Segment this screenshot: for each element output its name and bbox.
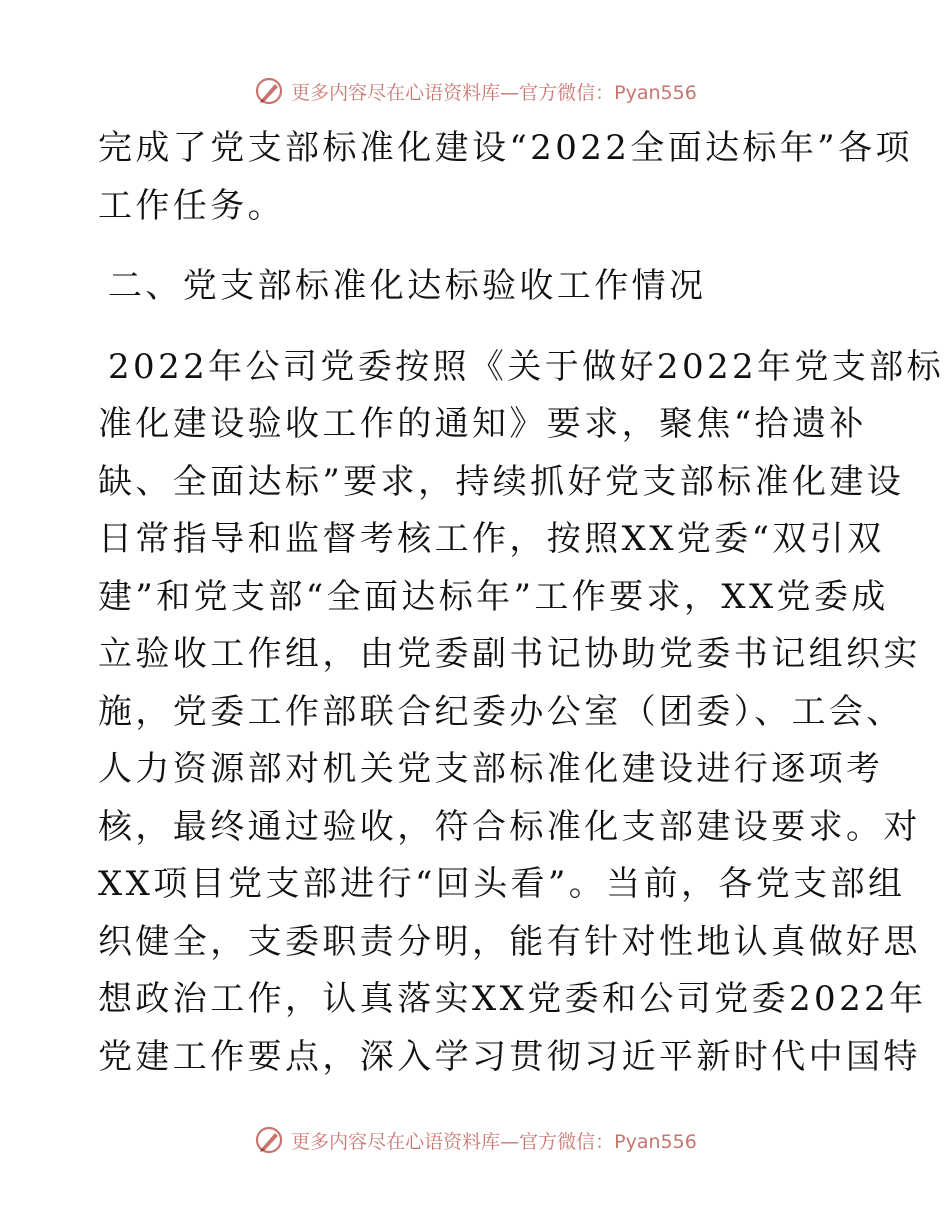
paragraph <box>98 120 913 235</box>
watermark-footer <box>0 1120 950 1160</box>
heading-line: 二、党支部标准化达标验收工作情况 <box>108 266 707 306</box>
text-line: 日常指导和监督考核工作，按照XX党委“双引双 <box>98 519 885 559</box>
text-line: 工作任务。 <box>98 185 285 226</box>
text-line: 完成了党支部标准化建设“2022全面达标年”各项 <box>98 128 913 168</box>
text-line: 建”和党支部“全面达标年”工作要求，XX党委成 <box>98 576 889 617</box>
pen-logo-icon <box>253 1124 285 1156</box>
document-body <box>98 120 945 1086</box>
text-line: 人力资源部对机关党支部标准化建设进行逐项考 <box>98 749 884 789</box>
watermark-header <box>0 71 950 111</box>
text-line: 准化建设验收工作的通知》要求，聚焦“拾遗补 <box>98 404 867 444</box>
watermark-text: 更多内容尽在心语资料库—官方微信：Pyan556 <box>291 81 697 104</box>
watermark-text: 更多内容尽在心语资料库—官方微信：Pyan556 <box>291 1130 697 1153</box>
section-heading <box>98 258 868 316</box>
text-line: 施，党委工作部联合纪委办公室（团委）、工会、 <box>98 691 904 732</box>
paragraph <box>98 339 945 1087</box>
text-line: 核，最终通过验收，符合标准化支部建设要求。对 <box>98 806 921 847</box>
text-line: 2022年公司党委按照《关于做好2022年党支部标 <box>108 346 945 387</box>
text-line: 党建工作要点，深入学习贯彻习近平新时代中国特 <box>98 1036 921 1077</box>
text-line: XX项目党支部进行“回头看”。当前，各党支部组 <box>98 864 906 904</box>
pen-logo-icon <box>253 75 285 107</box>
text-line: 立验收工作组，由党委副书记协助党委书记组织实 <box>98 634 921 674</box>
text-line: 想政治工作，认真落实XX党委和公司党委2022年 <box>98 979 927 1019</box>
text-line: 织健全，支委职责分明，能有针对性地认真做好思 <box>98 921 921 962</box>
text-line: 缺、全面达标”要求，持续抓好党支部标准化建设 <box>98 461 905 502</box>
